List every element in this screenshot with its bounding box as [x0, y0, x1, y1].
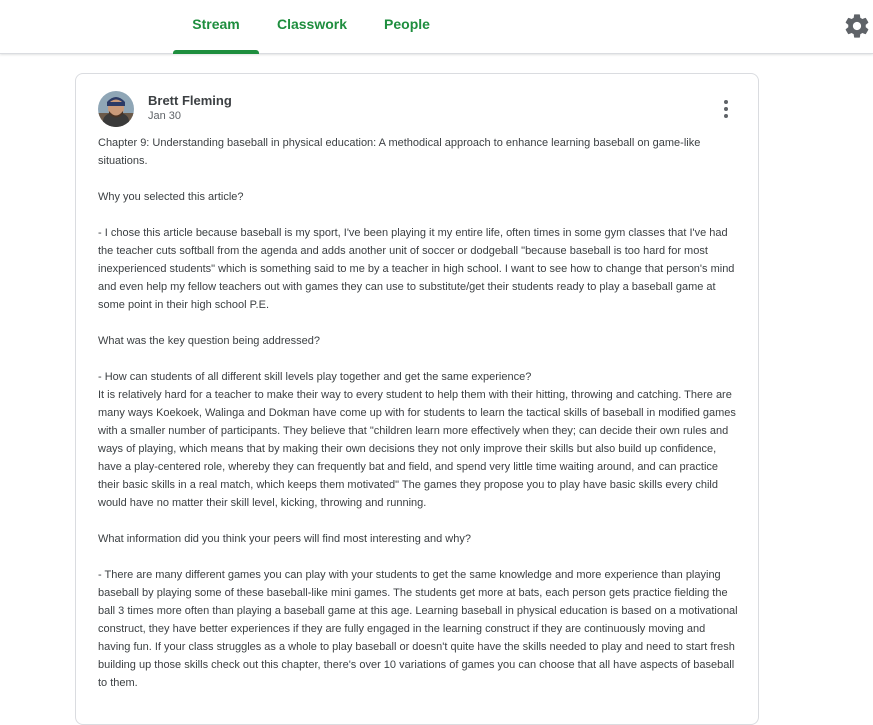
avatar[interactable]: [98, 91, 134, 127]
active-tab-indicator: [173, 50, 259, 54]
tab-classwork[interactable]: Classwork: [276, 16, 348, 32]
post-author[interactable]: Brett Fleming: [148, 93, 232, 108]
post-card: [75, 73, 759, 725]
post-answer-interesting: - There are many different games you can play with your students to get the same knowledge and more experience than playing baseball by playing some of these baseball-like mini games. The students get more at bats, each person gets practice fielding the ball 3 times more often than playing a baseball game at this age. Learning baseball in physical education is based on a motivational construct, they have better experiences if they are fully engaged in the learning construct if they are continuously moving and having fun. If your class struggles as a whole to play baseball or doesn't quite have the skills needed to play and need to start fresh building up those skills check out this chapter, there's over 10 variations of games you can choose that all have aspects of baseball to them.: [98, 569, 738, 689]
top-navigation-bar: [0, 0, 873, 54]
post-answer-key-details: It is relatively hard for a teacher to make their way to every student to help them with their hitting, throwing and catching. There are many ways Koekoek, Walinga and Dokman have come up with for students to learn the tactical skills of baseball in modified games with a smaller number of participants. They believe that "children learn more effectively when they; can decide their own rules and ways of playing, which means that by making their own decisions they not only improve their skills but also build up confidence, have a play-centered role, whereby they can frequently bat and field, and spend very little time waiting around, and can practice their basic skills in a real match, which keeps them motivated" The games they propose you to play have basic skills every child would have no matter their skill level, kicking, throwing and running.: [98, 389, 736, 509]
post-body: [98, 134, 738, 710]
post-question-key: What was the key question being addressed?: [98, 335, 320, 347]
post-answer-key-question: - How can students of all different skill levels play together and get the same experience?: [98, 371, 532, 383]
tab-stream[interactable]: Stream: [192, 16, 240, 32]
post-answer-selection: - I chose this article because baseball is my sport, I've been playing it my entire life, often times in some gym classes that I've had the teacher cuts softball from the agenda and adds another unit of soccer or dodgeball "because baseball is too hard for most inexperienced students" which is something said to me by a teacher in high school. I want to see how to change that person's mind and even help my fellow teachers out with games they can use to substitute/get their students ready to play a baseball game at some point in their high school P.E.: [98, 227, 735, 311]
post-question-selection: Why you selected this article?: [98, 191, 244, 203]
more-vert-icon[interactable]: [714, 97, 738, 121]
tab-people[interactable]: People: [384, 16, 430, 32]
gear-icon[interactable]: [843, 12, 871, 40]
post-question-interesting: What information did you think your peers will find most interesting and why?: [98, 533, 471, 545]
post-paragraph-title: Chapter 9: Understanding baseball in physical education: A methodical approach to enhance learning baseball on game-like situations.: [98, 137, 701, 167]
post-date: Jan 30: [148, 110, 182, 122]
